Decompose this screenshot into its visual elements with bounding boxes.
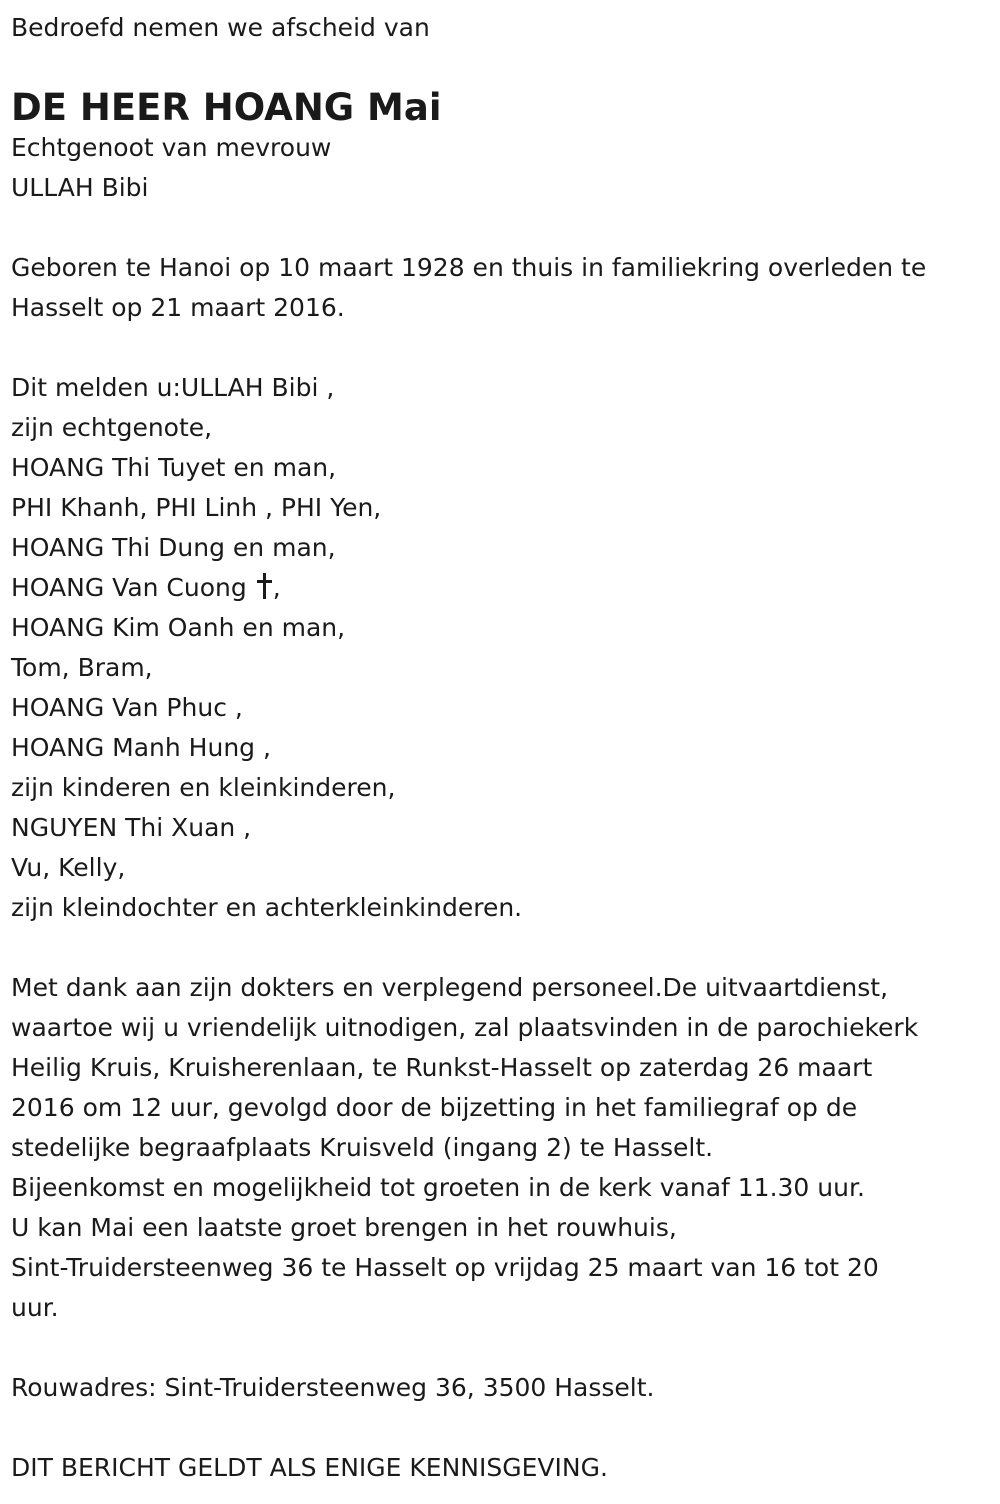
announcer-line: zijn kleindochter en achterkleinkinderen. xyxy=(11,893,523,922)
cross-icon xyxy=(257,573,271,599)
announcer-line: Tom, Bram, xyxy=(11,653,153,682)
announcer-line: HOANG Kim Oanh en man, xyxy=(11,613,346,642)
announcer-line: zijn echtgenote, xyxy=(11,413,213,442)
spouse-label: Echtgenoot van mevrouw xyxy=(11,133,332,162)
ceremony-line: Bijeenkomst en mogelijkheid tot groeten in de kerk vanaf 11.30 uur. xyxy=(11,1173,865,1202)
announcer-line: Dit melden u:ULLAH Bibi , xyxy=(11,373,335,402)
ceremony-line: waartoe wij u vriendelijk uitnodigen, zal plaatsvinden in de parochiekerk xyxy=(11,1013,919,1042)
ceremony-line: uur. xyxy=(11,1293,59,1322)
ceremony-line: U kan Mai een laatste groet brengen in het rouwhuis, xyxy=(11,1213,677,1242)
closing-notice: DIT BERICHT GELDT ALS ENIGE KENNISGEVING. xyxy=(11,1453,608,1482)
ceremony-line: 2016 om 12 uur, gevolgd door de bijzetting in het familiegraf op de xyxy=(11,1093,858,1122)
birth-death-line: Geboren te Hanoi op 10 maart 1928 en thuis in familiekring overleden te xyxy=(11,253,927,282)
ceremony-line: Heilig Kruis, Kruisherenlaan, te Runkst-Hasselt op zaterdag 26 maart xyxy=(11,1053,873,1082)
announcer-line: HOANG Thi Dung en man, xyxy=(11,533,336,562)
spacer xyxy=(11,1408,1000,1448)
ceremony-line: stedelijke begraafplaats Kruisveld (ingang 2) te Hasselt. xyxy=(11,1133,714,1162)
announcer-line: HOANG Van Phuc , xyxy=(11,693,243,722)
spouse-name: ULLAH Bibi xyxy=(11,173,149,202)
announcer-line: zijn kinderen en kleinkinderen, xyxy=(11,773,396,802)
announcer-line-deceased-child xyxy=(11,568,1000,608)
spacer xyxy=(11,328,1000,368)
announcer-line: NGUYEN Thi Xuan , xyxy=(11,813,252,842)
announcer-line: PHI Khanh, PHI Linh , PHI Yen, xyxy=(11,493,382,522)
spacer xyxy=(11,1328,1000,1368)
announcer-line: HOANG Thi Tuyet en man, xyxy=(11,453,337,482)
intro-line: Bedroefd nemen we afscheid van xyxy=(11,13,430,42)
announcer-name: HOANG Van Cuong xyxy=(11,573,255,602)
ceremony-line: Met dank aan zijn dokters en verplegend personeel.De uitvaartdienst, xyxy=(11,973,889,1002)
spacer xyxy=(11,208,1000,248)
mourning-address: Rouwadres: Sint-Truidersteenweg 36, 3500 Hasselt. xyxy=(11,1373,655,1402)
announcer-line: HOANG Manh Hung , xyxy=(11,733,271,762)
announcer-line: Vu, Kelly, xyxy=(11,853,126,882)
ceremony-line: Sint-Truidersteenweg 36 te Hasselt op vrijdag 25 maart van 16 tot 20 xyxy=(11,1253,879,1282)
spacer xyxy=(11,928,1000,968)
deceased-name: DE HEER HOANG Mai xyxy=(11,86,442,129)
spacer xyxy=(11,48,1000,88)
announcer-suffix: , xyxy=(272,573,281,602)
birth-death-line: Hasselt op 21 maart 2016. xyxy=(11,293,345,322)
